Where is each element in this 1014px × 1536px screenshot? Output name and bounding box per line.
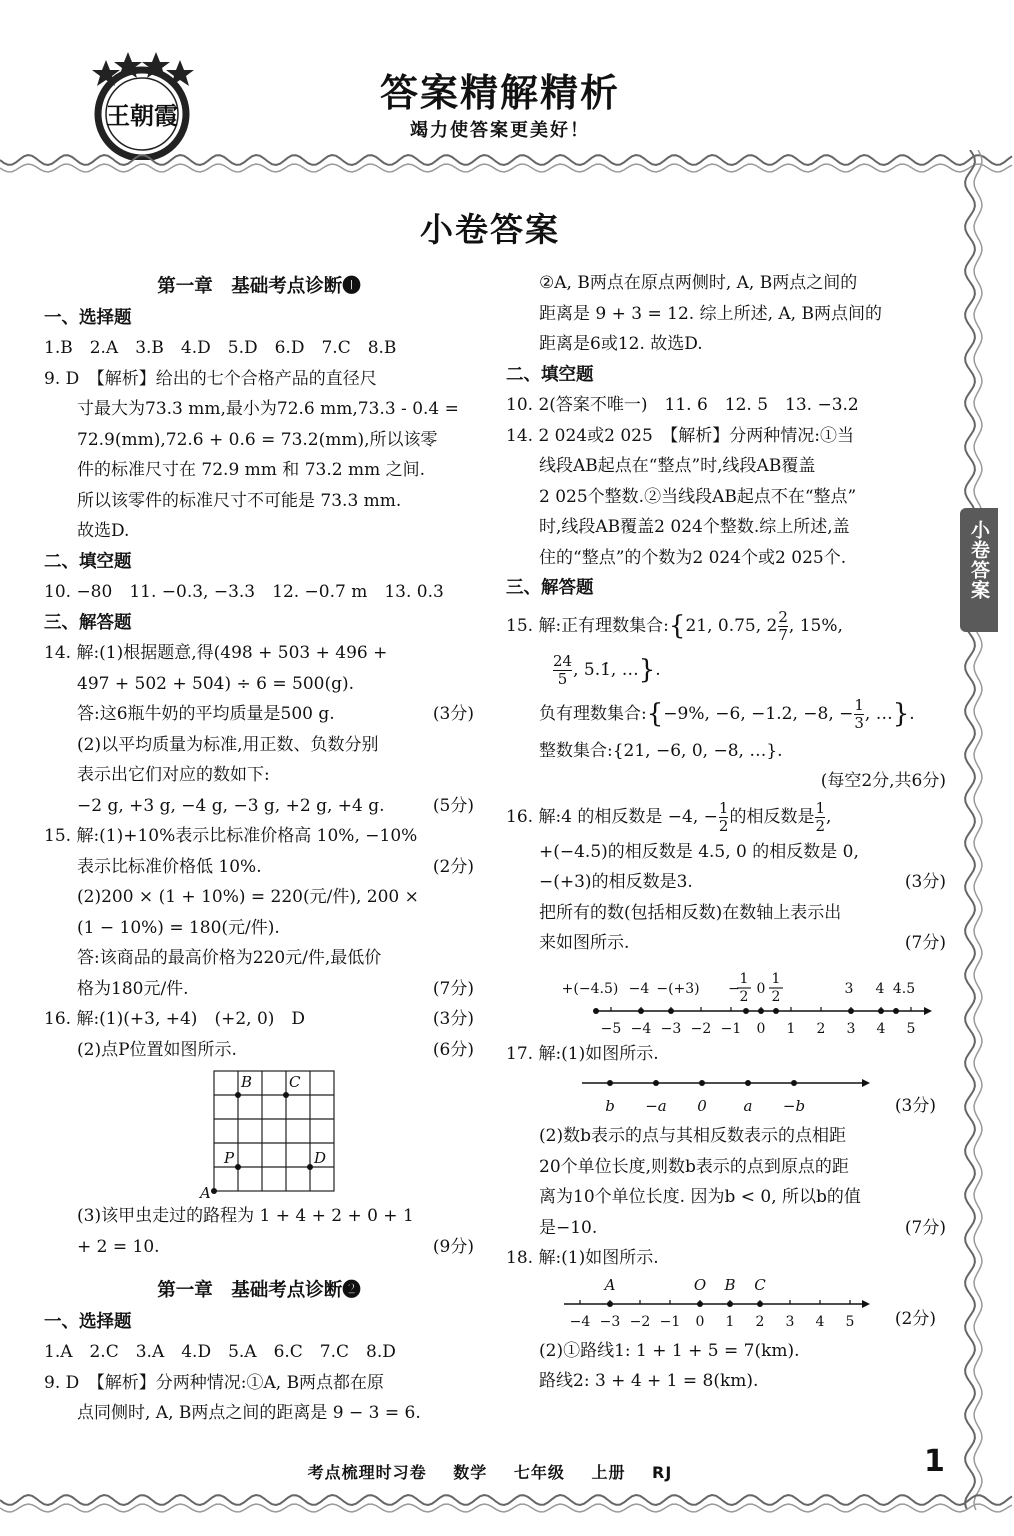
score: (3分) xyxy=(432,704,474,724)
section-heading: 一、选择题 xyxy=(44,1311,132,1332)
page-number: 1 xyxy=(924,1444,945,1479)
section-heading: 三、解答题 xyxy=(44,612,132,633)
answer-line: 负有理数集合:{−9%, −6, −1.2, −8, − $\frac{1}{3}$ , …}. xyxy=(539,695,915,732)
answer-line: 住的“整点”的个数为2 024个或2 025个. xyxy=(539,547,847,568)
grid-label-b: B xyxy=(241,1073,253,1091)
number-line-figure-2 xyxy=(506,1069,946,1121)
footer-edition: RJ xyxy=(652,1463,673,1482)
grid-point-a xyxy=(211,1188,217,1194)
score: (3分) xyxy=(904,872,946,892)
nl1-point xyxy=(878,1008,884,1014)
nl1-point xyxy=(668,1008,674,1014)
answer-line: (2)数b表示的点与其相反数表示的点相距 xyxy=(539,1126,846,1146)
nl1-tick-label: −3 xyxy=(660,1020,682,1037)
section-heading: 二、填空题 xyxy=(506,364,594,385)
answer-line: 15. 解:(1)+10%表示比标准价格高 10%, −10% xyxy=(44,826,418,846)
score: (2分) xyxy=(432,856,474,877)
nl3-tick-label: 3 xyxy=(785,1313,795,1330)
score: (2分) xyxy=(894,1308,936,1329)
answer-line: 14. 解:(1)根据题意,得(498 + 503 + 496 + xyxy=(44,643,388,663)
answer-line: 来如图所示. (7分) xyxy=(506,928,946,959)
nl1-point xyxy=(893,1008,899,1014)
nl1-tick-label: −5 xyxy=(600,1020,622,1037)
nl3-top-label: O xyxy=(693,1275,707,1294)
answer-line: 故选D. xyxy=(77,521,130,541)
nl3-tick-label: −4 xyxy=(569,1313,591,1330)
answer-line: 格为180元/件. (7分) xyxy=(44,974,474,1005)
nl1-tick-label: 0 xyxy=(756,1020,766,1037)
wave-divider-right xyxy=(960,150,990,1510)
nl1-label: 1 xyxy=(771,970,781,987)
grid-point-d xyxy=(307,1164,313,1170)
answer-line: 表示比标准价格低 10%. (2分) xyxy=(44,852,474,883)
nl1-label: − xyxy=(728,980,740,997)
nl3-top-label: C xyxy=(754,1275,766,1294)
answer-line: + 2 = 10. (9分) xyxy=(44,1232,474,1263)
number-line-2 xyxy=(506,1069,946,1121)
nl3-top-label: B xyxy=(724,1275,736,1294)
number-line-figure-1 xyxy=(506,959,946,1039)
nl3-tick-label: 1 xyxy=(725,1313,735,1330)
answer-line: 点同侧时, A, B两点之间的距离是 9 − 3 = 6. xyxy=(77,1403,421,1423)
nl1-tick-label: 2 xyxy=(816,1020,826,1037)
nl1-label: 2 xyxy=(739,988,749,1005)
brand-logo xyxy=(72,48,212,160)
nl3-tick-label: 0 xyxy=(695,1313,705,1330)
nl1-tick-label: −2 xyxy=(690,1020,712,1037)
nl3-tick-label: 5 xyxy=(845,1313,855,1330)
section-title: 小卷答案 xyxy=(420,210,560,249)
answer-line: 路线2: 3 + 4 + 1 = 8(km). xyxy=(539,1371,759,1391)
nl1-label: 3 xyxy=(844,980,854,997)
answer-line: 所以该零件的标准尺寸不可能是 73.3 mm. xyxy=(77,490,402,511)
nl1-label: 4 xyxy=(875,980,885,997)
nl2-label: −a xyxy=(645,1097,667,1115)
answer-line: 10. −80 11. −0.3, −3.3 12. −0.7 m 13. 0.3 xyxy=(44,582,444,602)
answer-line: 离为10个单位长度. 因为b < 0, 所以b的值 xyxy=(539,1187,861,1207)
answer-line: 整数集合:{21, −6, 0, −8, …}. xyxy=(539,740,783,761)
nl1-tick-label: 5 xyxy=(906,1020,916,1037)
footer-volume: 上册 xyxy=(591,1463,626,1482)
nl1-tick-label: 4 xyxy=(876,1020,886,1037)
answer-line: 线段AB起点在“整点”时,线段AB覆盖 xyxy=(539,456,816,476)
nl1-label: 2 xyxy=(771,988,781,1005)
footer-subject: 数学 xyxy=(453,1463,488,1482)
answer-line: 件的标准尺寸在 72.9 mm 和 73.2 mm 之间. xyxy=(77,460,426,480)
answer-line: 2 025个整数.②当线段AB起点不在“整点” xyxy=(539,486,857,507)
answer-line: 1.B 2.A 3.B 4.D 5.D 6.D 7.C 8.B xyxy=(44,338,397,358)
number-line-3 xyxy=(506,1274,946,1336)
answer-line: 把所有的数(包括相反数)在数轴上表示出 xyxy=(539,902,842,923)
wave-divider-top xyxy=(0,148,1014,178)
nl1-tick-label: 1 xyxy=(786,1020,796,1037)
answer-line: −2 g, +3 g, −4 g, −3 g, +2 g, +4 g. (5分) xyxy=(44,791,474,822)
grid-figure xyxy=(44,1065,474,1201)
nl1-point xyxy=(593,1008,599,1014)
answer-line: (2)①路线1: 1 + 1 + 5 = 7(km). xyxy=(539,1340,800,1361)
grid-label-c: C xyxy=(289,1073,301,1091)
answer-line: 距离是6或12. 故选D. xyxy=(539,334,703,354)
answer-line: (2)以平均质量为标准,用正数、负数分别 xyxy=(77,734,379,755)
grid-label-p: P xyxy=(224,1149,235,1167)
nl1-tick-label: −4 xyxy=(630,1020,652,1037)
number-line-1 xyxy=(506,959,946,1039)
answer-line: 72.9(mm),72.6 + 0.6 = 73.2(mm),所以该零 xyxy=(77,429,438,450)
answer-line: 16. 解:4 的相反数是 −4, − $\frac{1}{2}$ 的相反数是 $\frac{1}{2}$ , xyxy=(506,798,832,835)
answer-line: −(+3)的相反数是3. (3分) xyxy=(506,867,946,898)
answer-line: +(−4.5)的相反数是 4.5, 0 的相反数是 0, xyxy=(539,841,859,862)
answer-line: (2)点P位置如图所示. (6分) xyxy=(44,1035,474,1066)
nl3-tick-label: −1 xyxy=(659,1313,681,1330)
fraction: $\frac{24}{5}$ xyxy=(553,651,573,688)
nl1-point xyxy=(743,1008,749,1014)
answer-line: 1.A 2.C 3.A 4.D 5.A 6.C 7.C 8.D xyxy=(44,1342,396,1362)
side-tab-text: 小卷答案 xyxy=(968,520,990,600)
fraction: $\frac{1}{2}$ xyxy=(815,798,825,835)
grid-point-c xyxy=(283,1092,289,1098)
answer-line: 18. 解:(1)如图所示. xyxy=(506,1248,659,1268)
nl1-label: −4 xyxy=(628,980,650,997)
nl2-label: b xyxy=(605,1097,615,1115)
nl1-label: 1 xyxy=(739,970,749,987)
nl2-label: 0 xyxy=(697,1097,707,1115)
fraction: $\frac{1}{3}$ xyxy=(854,695,864,732)
nl1-label: +(−4.5) xyxy=(561,980,619,997)
answer-line: 17. 解:(1)如图所示. xyxy=(506,1043,659,1064)
nl1-tick-label: 3 xyxy=(846,1020,856,1037)
nl3-tick-label: 4 xyxy=(815,1313,825,1330)
wave-divider-bottom xyxy=(0,1490,1014,1520)
score: (9分) xyxy=(432,1236,474,1257)
number-line-figure-3 xyxy=(506,1274,946,1336)
nl1-point xyxy=(758,1008,764,1014)
nl3-tick-label: −3 xyxy=(599,1313,621,1330)
nl1-label: −(+3) xyxy=(656,980,700,997)
answer-line: 答:这6瓶牛奶的平均质量是500 g. (3分) xyxy=(44,699,474,730)
answer-line: 时,线段AB覆盖2 024个整数.综上所述,盖 xyxy=(539,517,850,537)
right-column xyxy=(506,268,946,1397)
score: (7分) xyxy=(904,1217,946,1238)
answer-line: 14. 2 024或2 025 【解析】分两种情况:①当 xyxy=(506,425,855,446)
answer-line: (2)200 × (1 + 10%) = 220(元/件), 200 × xyxy=(77,887,419,907)
fraction: $\frac{1}{2}$ xyxy=(718,798,729,835)
answer-line: 10. 2(答案不唯一) 11. 6 12. 5 13. −3.2 xyxy=(506,395,859,415)
answer-line: 20个单位长度,则数b表示的点到原点的距 xyxy=(539,1156,849,1177)
grid-label-a: A xyxy=(200,1184,211,1201)
chapter-heading: 第一章 基础考点诊断❷ xyxy=(157,1280,361,1301)
nl1-point xyxy=(638,1008,644,1014)
nl3-tick-label: 2 xyxy=(755,1313,765,1330)
nl1-point xyxy=(848,1008,854,1014)
left-column xyxy=(44,272,474,1429)
score: (7分) xyxy=(904,933,946,953)
answer-line: 寸最大为73.3 mm,最小为72.6 mm,73.3 - 0.4 = xyxy=(77,399,459,419)
score-note: (每空2分,共6分) xyxy=(820,771,946,791)
nl1-tick-label: −1 xyxy=(720,1020,742,1037)
chapter-heading: 第一章 基础考点诊断❶ xyxy=(157,276,361,297)
grid-point-b xyxy=(235,1092,241,1098)
answer-line: 距离是 9 + 3 = 12. 综上所述, A, B两点间的 xyxy=(539,303,882,324)
grid-label-d: D xyxy=(314,1149,327,1167)
answer-line: 答:该商品的最高价格为220元/件,最低价 xyxy=(77,948,382,968)
nl3-tick-label: −2 xyxy=(629,1313,651,1330)
section-heading: 一、选择题 xyxy=(44,307,132,328)
footer-grade: 七年级 xyxy=(513,1463,565,1482)
nl1-label: 0 xyxy=(756,980,766,997)
grid-point-p xyxy=(235,1164,241,1170)
nl3-top-label: A xyxy=(604,1275,616,1294)
nl2-label: −b xyxy=(782,1097,806,1115)
fraction: $\frac{2}{7}$ xyxy=(778,607,788,644)
answer-line: 表示出它们对应的数如下: xyxy=(77,765,270,785)
footer xyxy=(0,1460,980,1483)
slogan: 竭力使答案更美好！ xyxy=(410,120,590,141)
nl2-label: a xyxy=(743,1097,753,1115)
nl1-label: 4.5 xyxy=(892,980,916,997)
answer-line: 9. D 【解析】给出的七个合格产品的直径尺 xyxy=(44,368,377,389)
side-tab xyxy=(960,508,998,632)
score: (6分) xyxy=(432,1039,474,1060)
answer-line: 是−10. (7分) xyxy=(506,1213,946,1244)
grid-diagram xyxy=(44,1065,474,1201)
score: (3分) xyxy=(894,1096,936,1116)
answer-line: 497 + 502 + 504) ÷ 6 = 500(g). xyxy=(77,673,354,694)
footer-book: 考点梳理时习卷 xyxy=(307,1463,427,1482)
section-heading: 三、解答题 xyxy=(506,578,594,598)
answer-line: ②A, B两点在原点两侧时, A, B两点之间的 xyxy=(539,273,858,293)
score: (3分) xyxy=(432,1009,474,1029)
answer-line: 16. 解:(1)(+3, +4) (+2, 0) D (3分) xyxy=(44,1004,474,1035)
answer-line: 9. D 【解析】分两种情况:①A, B两点都在原 xyxy=(44,1372,385,1393)
section-heading: 二、填空题 xyxy=(44,551,132,572)
score: (5分) xyxy=(432,795,474,816)
score: (7分) xyxy=(432,978,474,999)
answer-line: 15. 解:正有理数集合:{21, 0.75, 2 $\frac{2}{7}$ , 15%, xyxy=(506,607,843,644)
logo-text: 王朝霞 xyxy=(106,101,178,130)
page-title: 答案精解精析 xyxy=(379,71,620,115)
nl1-point xyxy=(773,1008,779,1014)
answer-line: (1 − 10%) = 180(元/件). xyxy=(77,917,280,938)
answer-line: (3)该甲虫走过的路程为 1 + 4 + 2 + 0 + 1 xyxy=(77,1206,414,1226)
answer-line: $\frac{24}{5}$ , 5.1̇, …}. xyxy=(553,651,661,688)
